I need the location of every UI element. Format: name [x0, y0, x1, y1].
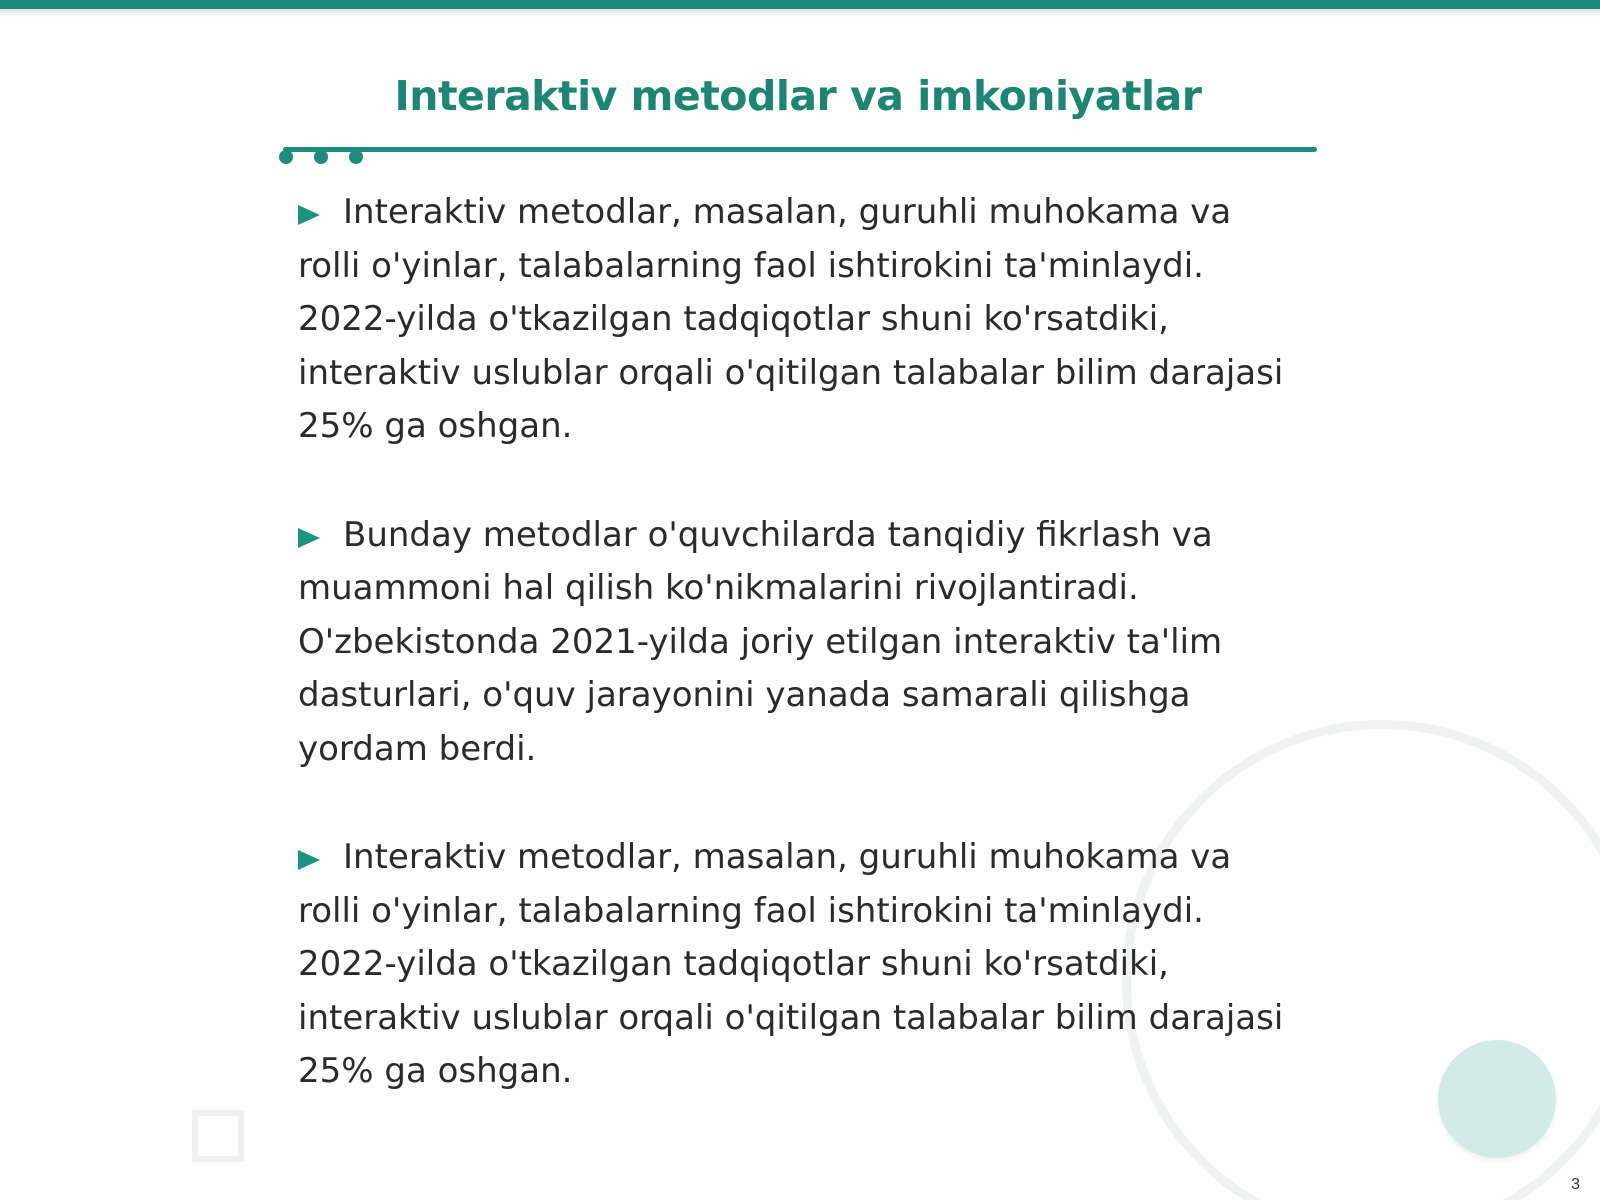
bullet-item [298, 831, 1298, 1099]
triangle-right-icon [298, 528, 320, 548]
triangle-right-icon [298, 850, 320, 870]
bullet-item [298, 186, 1298, 454]
bullet-item [298, 509, 1298, 777]
bullet-text: Bunday metodlar o'quvchilarda tanqidiy fikrlash va muammoni hal qilish ko'nikmalarini rivojlantiradi. O'zbekistonda 2021-yilda joriy etilgan interaktiv ta'lim dasturlari, o'quv jarayonini yanada samarali qilishga yordam berdi. [298, 514, 1223, 769]
bullet-text: Interaktiv metodlar, masalan, guruhli muhokama va rolli o'yinlar, talabalarning faol ishtirokini ta'minlaydi. 2022-yilda o'tkazilgan tadqiqotlar shuni ko'rsatdiki, interaktiv uslublar orqali o'qitilgan talabalar bilim darajasi 25% ga oshgan. [298, 837, 1284, 1091]
bullet-text: Interaktiv metodlar, masalan, guruhli muhokama va rolli o'yinlar, talabalarning faol ishtirokini ta'minlaydi. 2022-yilda o'tkazilgan tadqiqotlar shuni ko'rsatdiki, interaktiv uslublar orqali o'qitilgan talabalar bilim darajasi 25% ga oshgan. [298, 192, 1284, 446]
top-accent-bar [0, 0, 1600, 9]
dot-icon [279, 150, 293, 164]
decorative-circle [1438, 1040, 1556, 1158]
dot-icon [314, 150, 328, 164]
decorative-square [192, 1110, 244, 1162]
slide-title: Interaktiv metodlar va imkoniyatlar [394, 72, 1202, 120]
page-number: 3 [1571, 1176, 1580, 1193]
title-underline [283, 147, 1317, 152]
top-bar-shadow [0, 9, 1600, 17]
bullet-list [298, 186, 1298, 1154]
triangle-right-icon [298, 205, 320, 225]
dot-icon [349, 150, 363, 164]
